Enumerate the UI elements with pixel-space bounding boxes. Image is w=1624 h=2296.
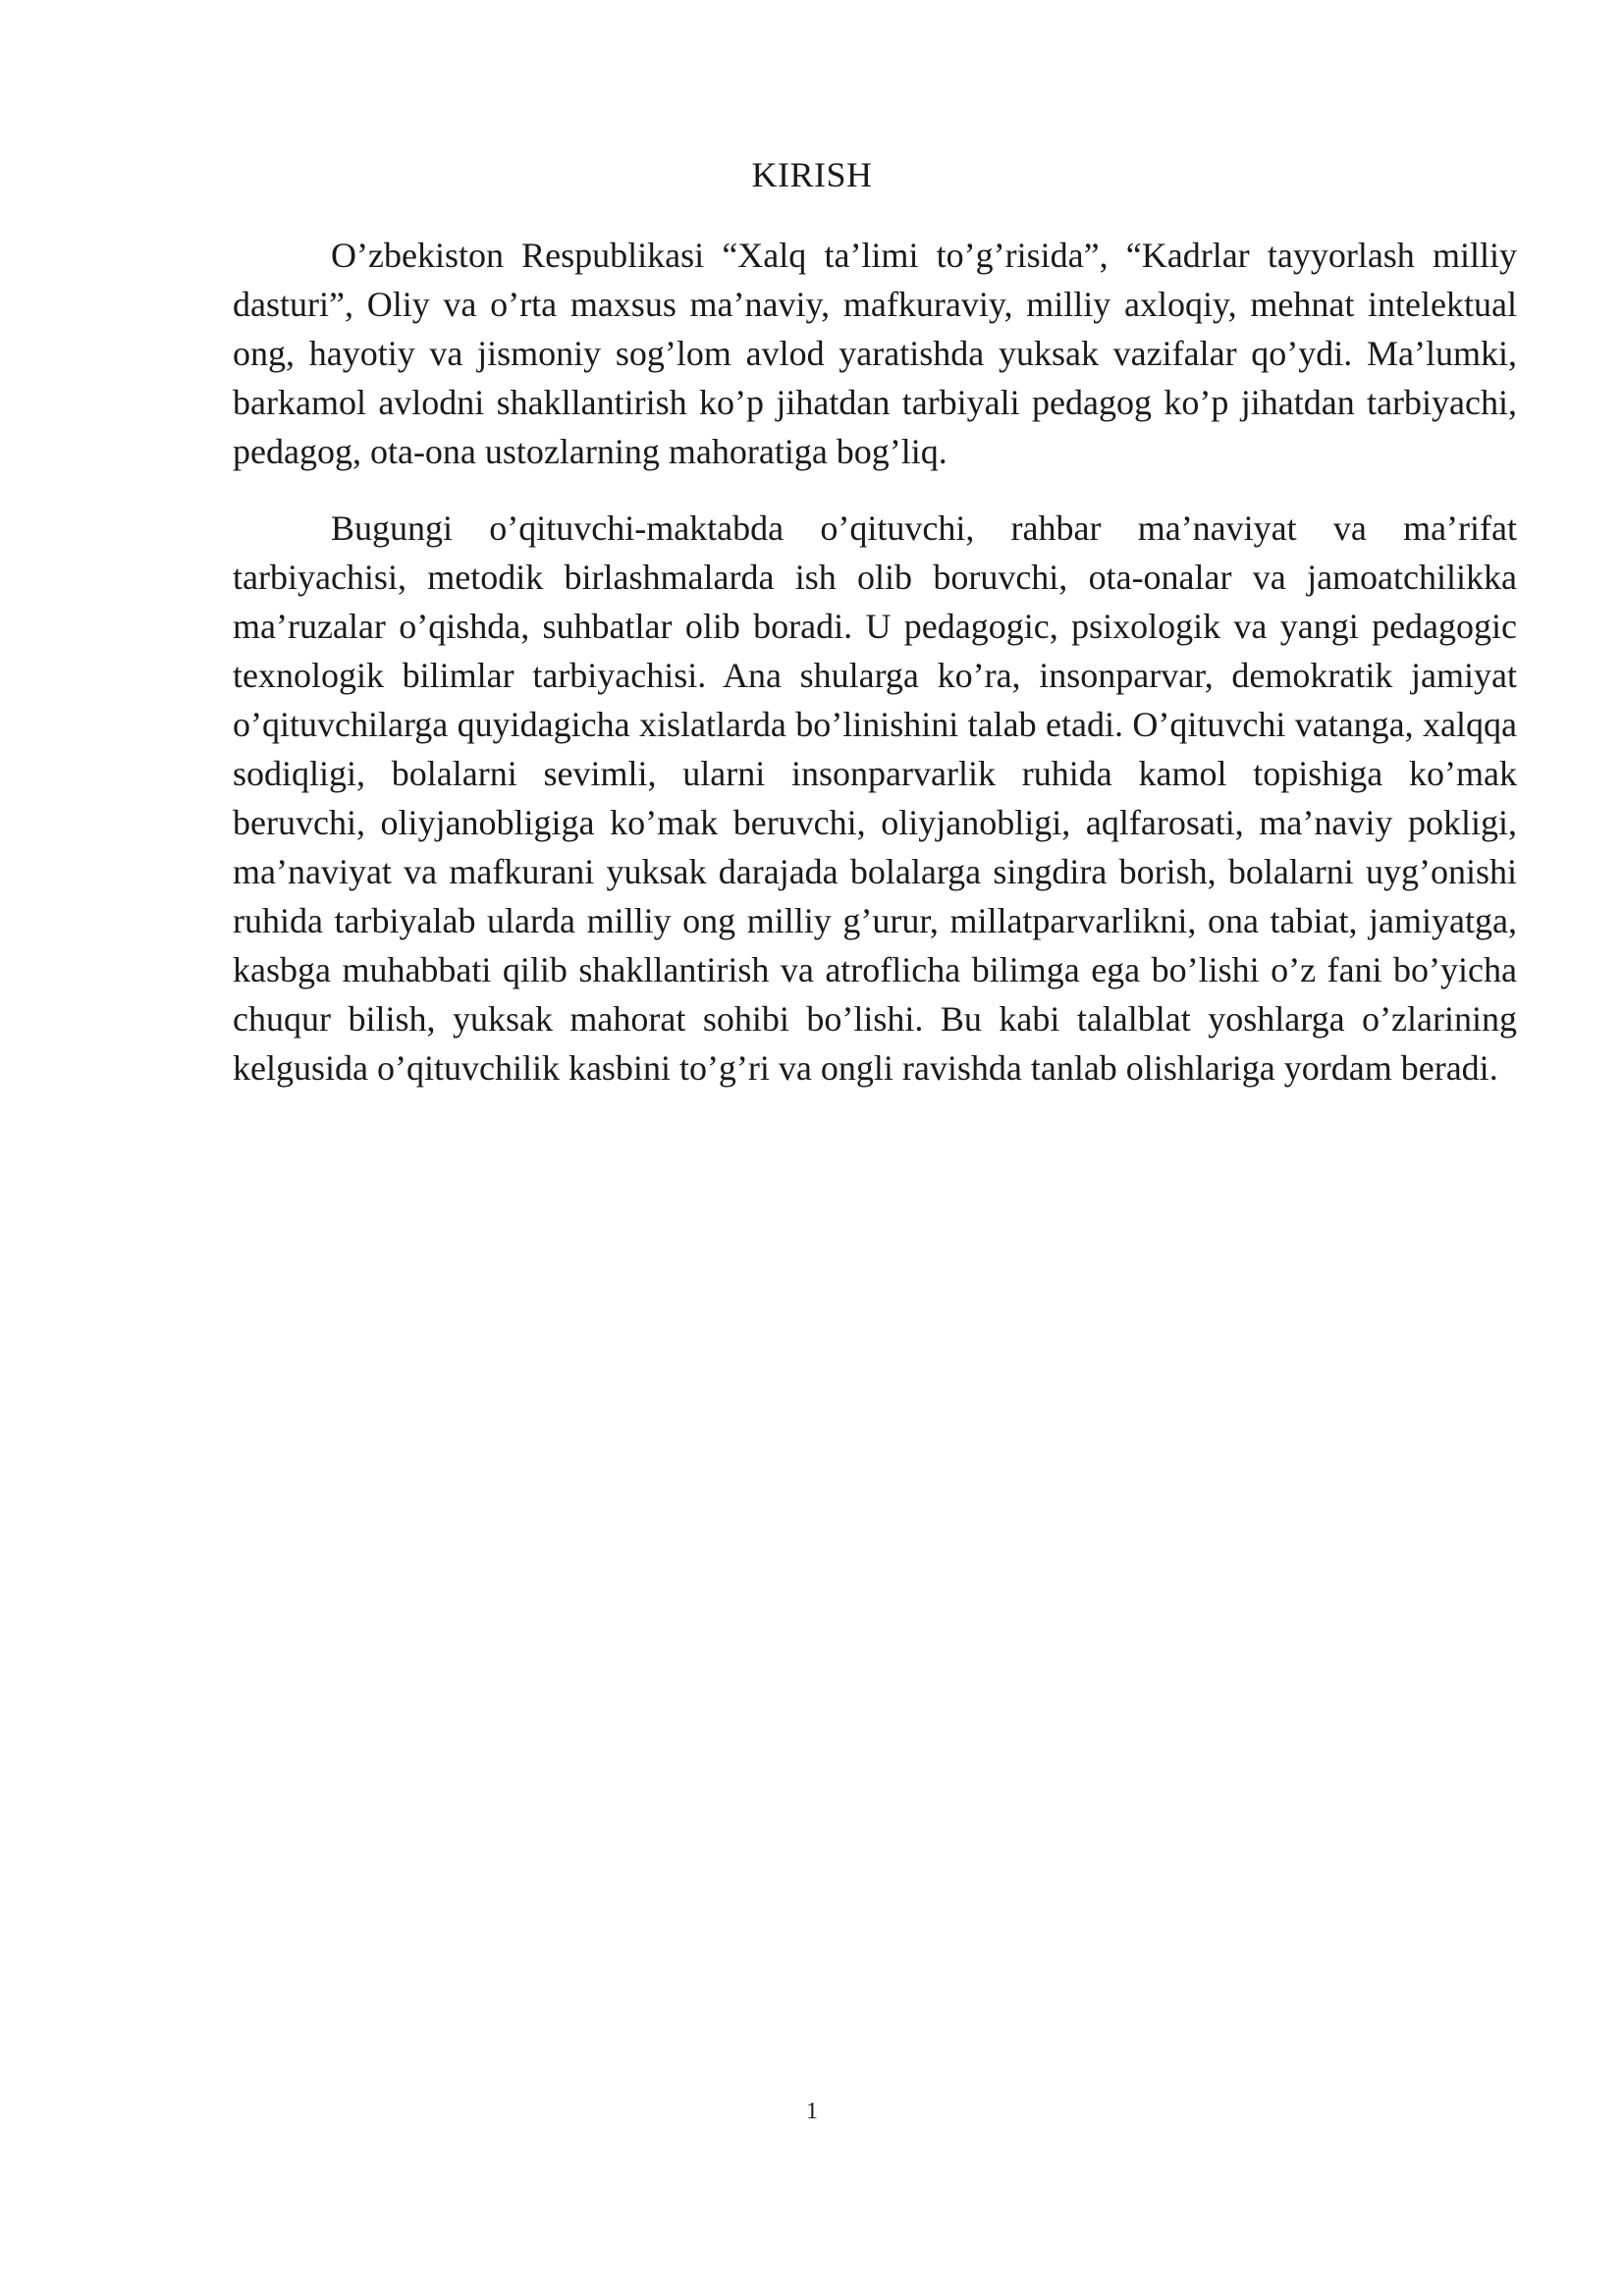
page-number: 1 bbox=[806, 2099, 818, 2124]
paragraph-1: O’zbekiston Respublikasi “Xalq ta’limi to’g’risida”, “Kadrlar tayyorlash milliy dasturi”, Oliy va o’rta maxsus ma’naviy, mafkuraviy, milliy axloqiy, mehnat intelektual ong, hayotiy va jismoniy sog’lom avlod yaratishda yuksak vazifalar qo’ydi. Ma’lumki, barkamol avlodni shakllantirish ko’p jihatdan tarbiyali pedagog ko’p jihatdan tarbiyachi, pedagog, ota-ona ustozlarning mahoratiga bog’liq. bbox=[233, 236, 1517, 471]
paragraph-2: Bugungi o’qituvchi-maktabda o’qituvchi, rahbar ma’naviyat va ma’rifat tarbiyachisi, metodik birlashmalarda ish olib boruvchi, ota-onalar va jamoatchilikka ma’ruzalar o’qishda, suhbatlar olib boradi. U pedagogic, psixologik va yangi pedagogic texnologik bilimlar tarbiyachisi. Ana shularga ko’ra, insonparvar, demokratik jamiyat o’qituvchilarga quyidagicha xislatlarda bo’linishini talab etadi. O’qituvchi vatanga, xalqqa sodiqligi, bolalarni sevimli, ularni insonparvarlik ruhida kamol topishiga ko’mak beruvchi, oliyjanobligiga ko’mak beruvchi, oliyjanobligi, aqlfarosati, ma’naviy pokligi, ma’naviyat va mafkurani yuksak darajada bolalarga singdira borish, bolalarni uyg’onishi ruhida tarbiyalab ularda milliy ong milliy g’urur, millatparvarlikni, ona tabiat, jamiyatga, kasbga muhabbati qilib shakllantirish va atroflicha bilimga ega bo’lishi o’z fani bo’yicha chuqur bilish, yuksak mahorat sohibi bo’lishi. Bu kabi talalblat yoshlarga o’zlarining kelgusida o’qituvchilik kasbini to’g’ri va ongli ravishda tanlab olishlariga yordam beradi. bbox=[233, 508, 1517, 1088]
body-text bbox=[233, 231, 1517, 1093]
page-title: KIRISH bbox=[751, 155, 873, 194]
